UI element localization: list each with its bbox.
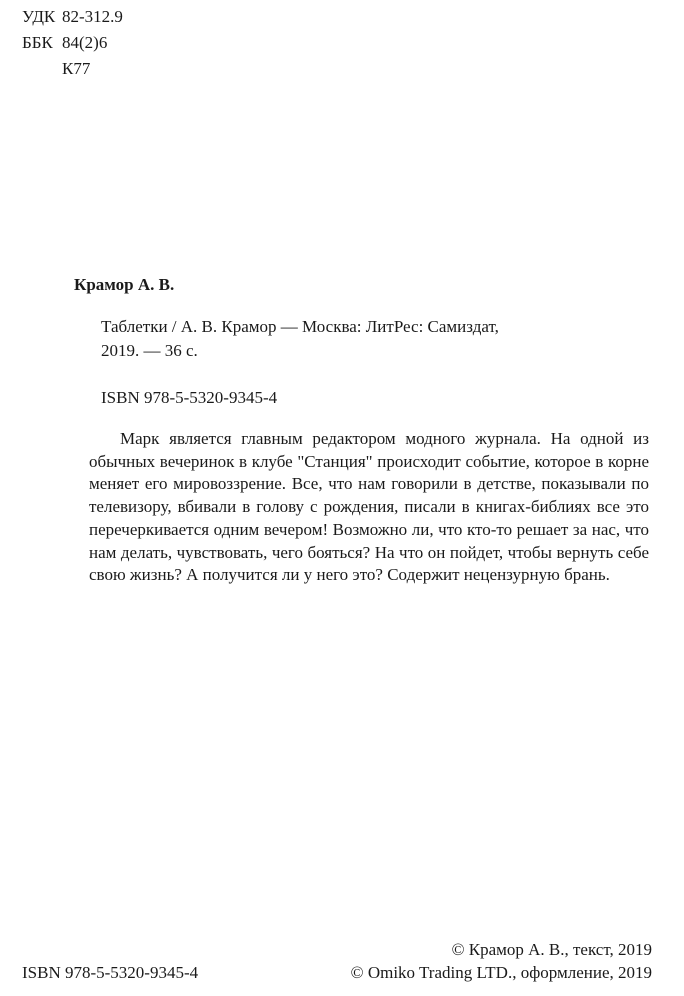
copyright-design: © Omiko Trading LTD., оформление, 2019 — [350, 963, 652, 982]
footer-isbn: ISBN 978-5-5320-9345-4 — [22, 963, 199, 982]
catalog-isbn: ISBN 978-5-5320-9345-4 — [101, 388, 278, 407]
catalog-description-line1: Таблетки / А. В. Крамор — Москва: ЛитРес: Самиздат, — [101, 317, 499, 336]
copyright-author: © Крамор А. В., текст, 2019 — [451, 940, 652, 959]
bbk-value: 84(2)6 — [62, 33, 108, 52]
udk-label: УДК — [22, 7, 56, 26]
annotation-text: Марк является главным редактором модного журнала. На одной из обычных вечеринок в клубе "Станция" происходит событие, которое в корне меняет его мировоззрение. Все, что нам говорили в детстве, показывали по телевизору, вбивали в голову с рождения, писали в книгах-библиях все это перечеркивается одним вечером! Возможно ли, что кто-то решает за нас, что нам делать, чувствовать, чего бояться? На что он пойдет, чтобы вернуть себе свою жизнь? А получится ли у него это? Содержит нецензурную брань. — [89, 429, 649, 585]
bbk-label: ББК — [22, 33, 53, 52]
catalog-description-line2: 2019. — 36 с. — [101, 341, 198, 360]
catalog-author: Крамор А. В. — [74, 275, 175, 294]
author-mark: К77 — [62, 59, 91, 78]
udk-value: 82-312.9 — [62, 7, 123, 26]
